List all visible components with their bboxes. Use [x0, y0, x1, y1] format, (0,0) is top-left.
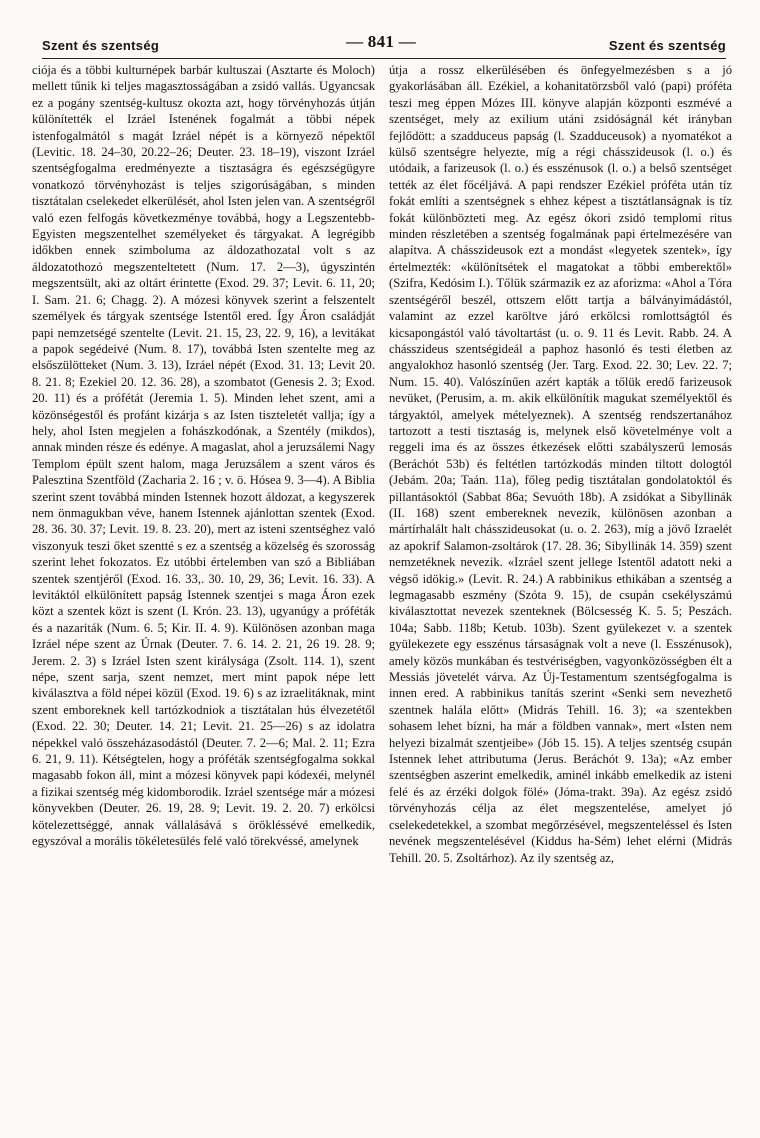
- header-rule: [42, 58, 726, 59]
- right-column: [389, 62, 732, 1132]
- running-header: [32, 26, 730, 52]
- header-right-title: Szent és szentség: [608, 38, 726, 53]
- right-column-text: útja a rossz elkerülésében és önfegyelmezésben s a jó gyakorlásában áll. Ezékiel, a kohanitatörzsből való (papi) próféta teszi meg éppen Mózes III. könyve alapján központi eszmévé a szentséget, mely az exilium utáni zsidóságnál két irányban fejlődött: a szadduceus papság (l. Szadduceusok) a nyomatékot a külső szentségre helyezte, míg a régi chásszideusok (l. o.) és utódaik, a farizeusok (l. o.) és esszénusok (l. o.) a belső szentséget tették az élet főcéljává. A papi rendszer Ezékiel próféta után tíz fokát említi a szentségnek s ehhez képest a tisztátlanságnak is tíz fokát különbözteti meg. Az egész ókori zsidó templomi ritus minden részletében a szentség fogalmának papi értelmezésére van alapítva. A chásszideusok ezt a mondást «legyetek szentek», így értelmezték: «különítsétek el magatokat a többi emberektől» (Szifra, Kedósim I.). Tőlük származik ez az aforizma: «Ahol a Tóra szentségéről beszél, ottszem előtt tartja a bálványimádástól, valamint az ezzel karöltve járó erkölcsi romlottságtól és kicsapongástól való távoltartást (u. o. 9. 11 és Levit. Rabb. 24. A chásszideus szentségideál a paphoz hasonló és testi életben az angyalokhoz hasonló szentség (Jer. Targ. Exod. 22. 30; Lev. 22. 7; Num. 15. 40). Valószínűen azért kapták a tőlük eredő farizeusok nevüket, (Perusim, a. m. akik elkülönítik magukat személyektől és tárgyaktól, amelyek mételyeznek). A szentség rendszertanához tartozott a testi tisztaság is, melynek első követelménye volt a reggeli ima és az összes étkezések előtti szabályszerű lemosás (Beráchót 53b) és feltétlen tartózkodás minden tiltott dologtól (Jebám. 20a; Taán. 11a), főleg pedig tisztátalan gondolatoktól és pillantásoktól (Sabbat 86a; Sevuóth 18b). A zsidókat a Sibyllinák (II. 168) szent embereknek nevezik, különösen azonban a mártírhalált halt chásszideusokat (u. o. 2. 263), míg a jövő Izraelét az apokrif Salamon-zsoltárok (17. 28. 36; Sibyllinák 14. 359) szent nemzetéknek nevezik. «Izráel szent jellege Istentől adatott neki a végső idökig.» (Levit. R. 24.) A rabbinikus ethikában a szentség a legmagasabb eszmény (Szóta 9. 15), de csupán csekélyszámú kiválasztottat nevezek szenteknek (Bölcsesség K. 5. 5; Peszách. 104a; Sabb. 118b; Ketub. 103b). Szent gyülekezet v. a szentek gyülekezete egy esszénus társaságnak volt a neve (l. Esszénusok), amely közös munkában és testvériségben, vagyonközösségben élt a Messiás jövetelét várva. Az Új-Testamentum szentségfogalma is innen ered. A rabbinikus tanítás szerint «Senki sem nevezhető szentnek halála előtt» (Midrás Tehill. 16. 3); «a szentekben sohasem lehet bízni, ha már a földben vannak», mert «Isten nem helyezi bizalmát szentjeibe» (Jób 15. 15). A teljes szentség csupán Istennek lehet attributuma (Jerus. Beráchót 9. 13a); «Az ember szentségben aszerint emelkedik, aminél inkább emelkedik az isteni felé és az érzéki dolgok fölé» (Jóma-trakt. 39a). Az egész zsidó törvényhozás célja az élet megszentelése, amelyet jó cselekedetekkel, a szombat megőrzésével, megszenteléssel és Isten nevének megszentelésével (Kiddus ha-Sém) lehet elérni (Midrás Tehill. 20. 5. Zsoltárhoz). Az ily szentség az,: [389, 63, 732, 865]
- header-left-title: Szent és szentség: [42, 38, 160, 53]
- left-column-text: ciója és a többi kulturnépek barbár kultuszai (Asztarte és Moloch) mellett tűnik ki teljes magasztosságában a zsidó vallás. Ugyancsak ez a pogány szentség-kultusz okozta azt, hogy törvényhozás útján különítették el Izráel Istenének fogalmát a többi népek istenfogalmától s magát Izráel népét is a környező népektől (Levitic. 18. 24–30, 20.22–26; Deuter. 23. 18–19), viszont Izráel szentségfogalma eredményezte a tisztaságra és egészségügyre vonatkozó törvényhozást is teljes szigorúságában, s minden tisztátalan cselekedet elkerülését, ahol Isten jelen van. A szentségről való ezen felfogás következménye továbbá, hogy a Legszentebb-Egyisten megszentelhet személyeket és tárgyakat. A legrégibb időkben ennek szimboluma az áldozathozatal volt s az áldozatothozó megszenteltetett (Num. 17. 2—3), úgyszintén megszentsült, aki az oltárt érintette (Exod. 29. 37; Levit. 6. 11, 20; I. Sam. 21. 6; Chagg. 2). A mózesi könyvek szerint a felszentelt személyek és tárgyak szentsége Istentől ered. Így Áron családját papi nemzetségé szentelte (Levit. 21. 15, 23, 22. 9, 16), a levitákat a papok segédeivé (Num. 8. 17), továbbá Isten szentelte meg az elsőszülötteket (Num. 3. 13), Izráel népét (Exod. 31. 13; Levit 20. 8. 21. 8; Ezekiel 20. 12. 36. 28), a szombatot (Genesis 2. 3; Exod. 20. 11) és a prófétát (Jeremia 1. 5). Minden lehet szent, ami a közönségestől és profánt kizárja s az Isten tiszteletét vallja; így a hely, ahol Isten megjelen a fohászkodónak, a Szentély (mikdos), annak minden része és edénye. A magaslat, ahol a jeruzsálemi Nagy Templom épült szent halom, maga Jeruzsálem a szent város és Palesztina Szentföld (Zacharia 2. 16 ; v. ö. Hósea 9. 3—4). A Biblia szerint szent továbbá minden Istennek hozott áldozat, a kegyszerek nem önmagukban véve, hanem Istennek ajánlottan szentek (Exod. 28. 36. 30. 37; Levit. 19. 8. 23. 20), mert az isteni szentséghez való viszonyuk teszi őket szentté s ez a szentség a közelség és szorosság szerint lehet fokozatos. Ez utóbbi értelemben van szó a Bibliában szentek szentjéről (Exod. 16. 33,. 30. 10, 29, 36; Levit. 16. 33). A levitáktól elkülönített papság Istennek szentjei s maga Áron ezek közt a szentek közt is szent (I. Krón. 23. 13), ugyanúgy a próféták és a nazariták (Num. 6. 5; Kir. II. 4. 9). Különösen azonban maga Izráel népe szent az Úrnak (Deuter. 7. 6. 14. 2. 21, 26 19. 28. 9; Jerem. 2. 3) s Izráel Isten szent királysága (Zsolt. 114. 1), szent népe, szent sarja, szent nemzet, mert mint papok népe lett kiválasztva a föld népei közül (Exod. 19. 6) s az izraelitáknak, mint szent emboreknek kell tartózkodniok a tisztátalan hús élvezetétől (Exod. 22. 30; Deuter. 14. 21; Levit. 21. 25—26) s az idolatra népekkel való összeházasodástól (Deuter. 7. 2—6; Mal. 2. 11; Ezra 6. 21, 9. 11). Kétségtelen, hogy a próféták szentségfogalma sokkal magasabb fokon áll, mint a mózesi könyvek papi kódexéi, melynél a fizikai szentség még kidomborodik. Izráel szentsége már a mózesi könyvekben (Deuter. 26. 19, 28. 9; Levit. 19. 2. 20. 7) erkölcsi kötelezettséggé, annak vállalásává s örökléssévé emelkedik, egyszóval a morális tökéletesülés felé való törekvéssé, amelynek: [32, 63, 375, 849]
- left-column: [32, 62, 375, 1132]
- page-number: — 841 —: [345, 32, 417, 51]
- text-columns: [32, 62, 732, 1132]
